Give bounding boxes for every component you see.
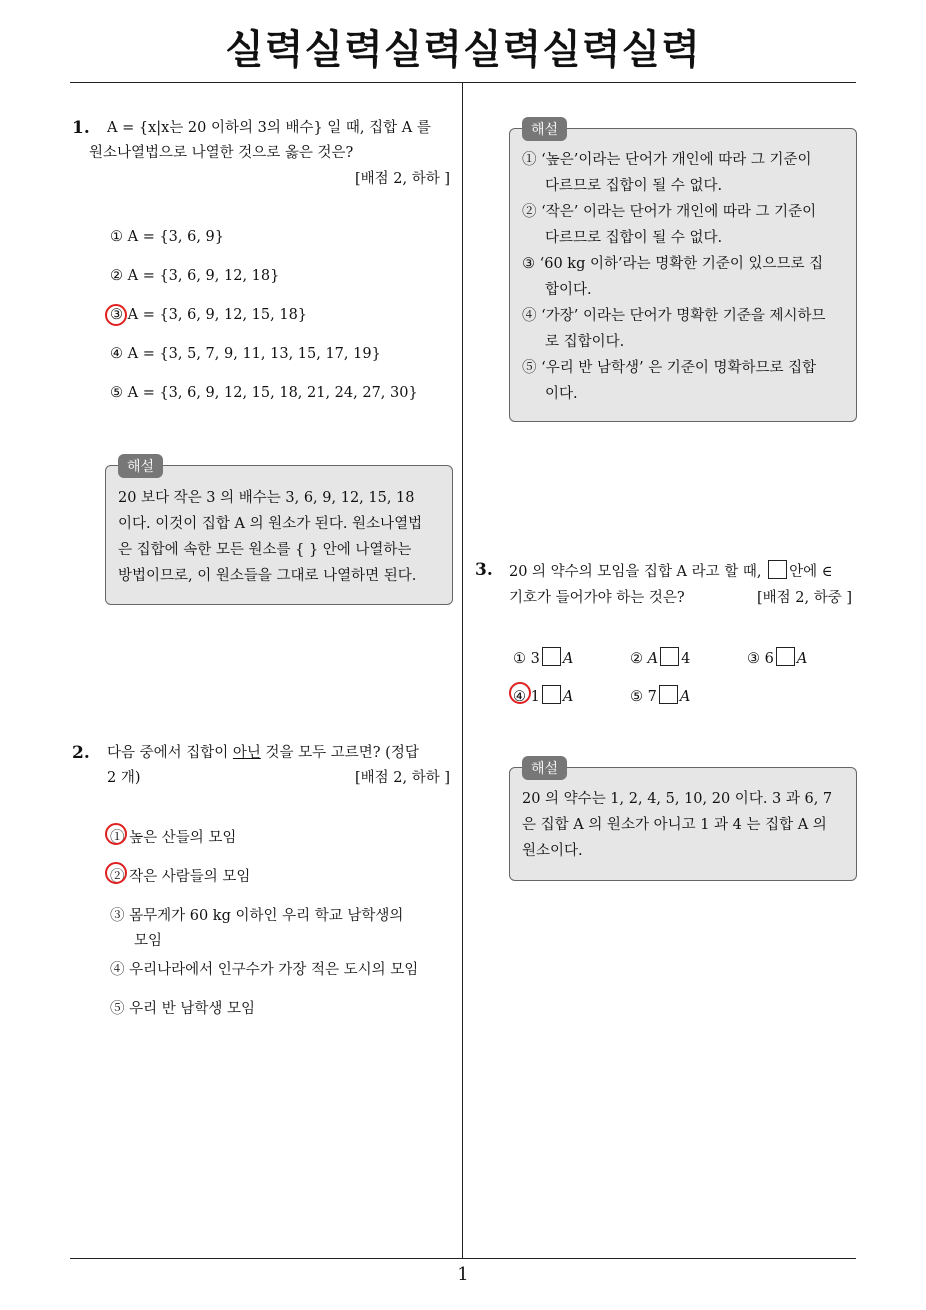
explanation-tag: 해설	[522, 117, 567, 141]
page-title: 실력실력실력실력실력실력	[225, 27, 701, 73]
question-number: 3.	[475, 560, 493, 580]
answer-option[interactable]: ② A = {3, 6, 9, 12, 18}	[110, 268, 280, 284]
question-text: 기호가 들어가야 하는 것은?	[509, 590, 685, 606]
explanation-line: 다르므로 집합이 될 수 없다.	[545, 178, 723, 194]
answer-mark-circle	[105, 862, 127, 884]
answer-option[interactable]: ③ 몸무게가 60 kg 이하인 우리 학교 남학생의	[110, 908, 404, 924]
answer-option[interactable]: ③ 6 A	[747, 647, 807, 667]
question-text: 원소나열법으로 나열한 것으로 옳은 것은?	[89, 145, 354, 161]
blank-box	[768, 560, 787, 579]
page-number: 1	[457, 1264, 469, 1285]
blank-box	[776, 647, 795, 666]
blank-box	[659, 685, 678, 704]
underlined-word: 아닌	[232, 745, 261, 761]
explanation-tag: 해설	[118, 454, 163, 478]
answer-option[interactable]: ④ A = {3, 5, 7, 9, 11, 13, 15, 17, 19}	[110, 346, 381, 362]
answer-option-continued: 모임	[134, 933, 163, 949]
explanation-tag: 해설	[522, 756, 567, 780]
explanation-box	[509, 767, 857, 881]
question-number: 2.	[72, 743, 90, 763]
answer-option[interactable]: ⑤ A = {3, 6, 9, 12, 15, 18, 21, 24, 27, 30}	[110, 385, 418, 401]
explanation-box	[105, 465, 453, 605]
question-text: 다음 중에서 집합이 아닌 것을 모두 고르면? (정답	[107, 745, 419, 761]
score-meta: [배점 2, 하중 ]	[756, 590, 852, 606]
explanation-line: ⑤ ‘우리 반 남학생’ 은 기준이 명확하므로 집합	[522, 360, 817, 376]
answer-option[interactable]: ② 작은 사람들의 모임	[110, 869, 251, 885]
footer-rule	[70, 1258, 856, 1259]
blank-box	[542, 647, 561, 666]
answer-mark-circle	[509, 682, 531, 704]
answer-option[interactable]: ② A 4	[630, 647, 690, 667]
answer-option[interactable]: ⑤ 7 A	[630, 685, 690, 705]
column-divider	[462, 83, 463, 1259]
question-text: 20 의 약수의 모임을 집합 A 라고 할 때, 안에 ∈	[509, 560, 869, 585]
explanation-line: ③ ‘60 kg 이하’라는 명확한 기준이 있으므로 집	[522, 256, 824, 272]
explanation-line: 원소이다.	[522, 843, 583, 859]
explanation-line: 로 집합이다.	[545, 334, 625, 350]
question-text: 2 개)	[107, 770, 141, 786]
explanation-line: 은 집합 A 의 원소가 아니고 1 과 4 는 집합 A 의	[522, 817, 827, 833]
explanation-line: 다르므로 집합이 될 수 없다.	[545, 230, 723, 246]
explanation-line: 20 의 약수는 1, 2, 4, 5, 10, 20 이다. 3 과 6, 7	[522, 791, 833, 807]
answer-option[interactable]: ① A = {3, 6, 9}	[110, 229, 225, 245]
explanation-line: 은 집합에 속한 모든 원소를 { } 안에 나열하는	[118, 542, 412, 558]
answer-option[interactable]: ④ 우리나라에서 인구수가 가장 적은 도시의 모임	[110, 962, 419, 978]
answer-option[interactable]: ③ A = {3, 6, 9, 12, 15, 18}	[110, 307, 308, 323]
answer-option[interactable]: ⑤ 우리 반 남학생 모임	[110, 1001, 255, 1017]
score-meta: [배점 2, 하하 ]	[354, 770, 450, 786]
answer-option[interactable]: ① 3 A	[513, 647, 573, 667]
blank-box	[660, 647, 679, 666]
explanation-line: ④ ‘가장’ 이라는 단어가 명확한 기준을 제시하므	[522, 308, 826, 324]
answer-option[interactable]: ① 높은 산들의 모임	[110, 830, 237, 846]
explanation-line: ① ‘높은’이라는 단어가 개인에 따라 그 기준이	[522, 152, 812, 168]
question-text: A = {x|x는 20 이하의 3의 배수} 일 때, 집합 A 를	[107, 120, 431, 136]
header-rule	[70, 82, 856, 83]
explanation-line: 합이다.	[545, 282, 592, 298]
score-meta: [배점 2, 하하 ]	[354, 171, 450, 187]
explanation-line: ② ‘작은’ 이라는 단어가 개인에 따라 그 기준이	[522, 204, 817, 220]
explanation-line: 20 보다 작은 3 의 배수는 3, 6, 9, 12, 15, 18	[118, 490, 415, 506]
explanation-line: 방법이므로, 이 원소들을 그대로 나열하면 된다.	[118, 568, 417, 584]
question-number: 1.	[72, 118, 90, 138]
blank-box	[542, 685, 561, 704]
answer-mark-circle	[105, 823, 127, 845]
answer-option[interactable]: ④ 1 A	[513, 685, 573, 705]
explanation-line: 이다. 이것이 집합 A 의 원소가 된다. 원소나열법	[118, 516, 423, 532]
explanation-line: 이다.	[545, 386, 578, 402]
explanation-box	[509, 128, 857, 422]
answer-mark-circle	[105, 304, 127, 326]
